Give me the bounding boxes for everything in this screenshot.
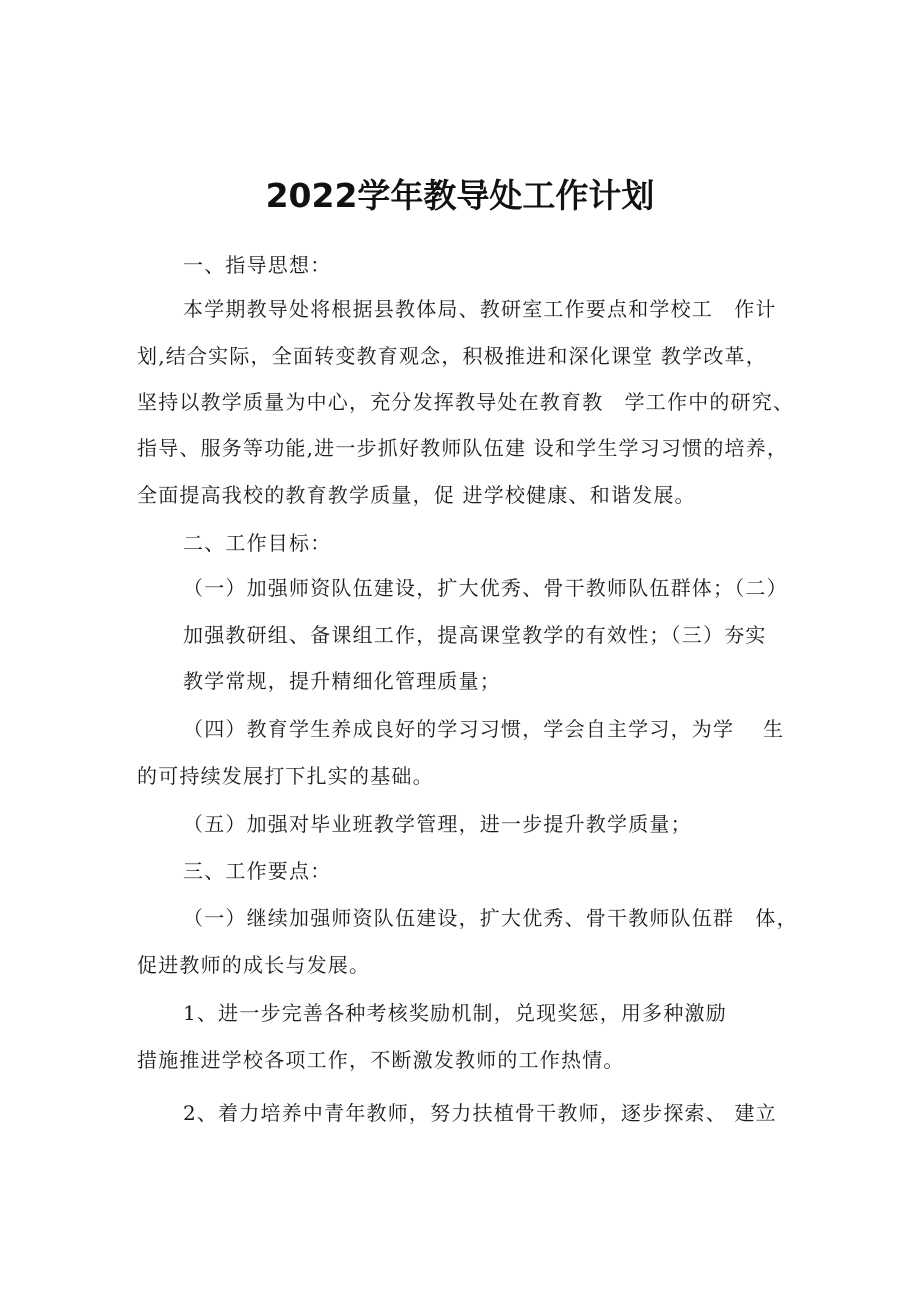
paragraph-line: （一）加强师资队伍建设，扩大优秀、骨干教师队伍群体；（二） bbox=[183, 576, 788, 600]
paragraph-line: 全面提高我校的教育教学质量，促 进学校健康、和谐发展。 bbox=[137, 483, 696, 507]
paragraph-line: 坚持以教学质量为中心，充分发挥教导处在教育教 学工作中的研究、 bbox=[137, 390, 795, 414]
paragraph-line: （一）继续加强师资队伍建设，扩大优秀、骨干教师队伍群 体， bbox=[183, 906, 798, 930]
document-title: 2022学年教导处工作计划 bbox=[265, 176, 655, 215]
heading-work-goals: 二、工作目标： bbox=[183, 531, 332, 555]
paragraph-line: 加强教研组、备课组工作，提高课堂教学的有效性；（三）夯实 bbox=[183, 623, 767, 647]
paragraph-line: 2、着力培养中青年教师，努力扶植骨干教师，逐步探索、 建立 bbox=[183, 1101, 777, 1125]
paragraph-line: 措施推进学校各项工作，不断激发教师的工作热情。 bbox=[137, 1048, 625, 1072]
paragraph-line: （五）加强对毕业班教学管理，进一步提升教学质量； bbox=[183, 812, 692, 836]
heading-work-points: 三、工作要点： bbox=[183, 859, 332, 883]
heading-guiding-ideology: 一、指导思想： bbox=[183, 253, 332, 277]
paragraph-line: 促进教师的成长与发展。 bbox=[137, 953, 371, 977]
paragraph-line: 本学期教导处将根据县教体局、教研室工作要点和学校工 作计 bbox=[183, 297, 777, 321]
paragraph-line: 的可持续发展打下扎实的基础。 bbox=[137, 764, 434, 788]
paragraph-line: 教学常规，提升精细化管理质量； bbox=[183, 669, 501, 693]
paragraph-line: 指导、服务等功能,进一步抓好教师队伍建 设和学生学习习惯的培养， bbox=[137, 436, 789, 460]
paragraph-line: （四）教育学生养成良好的学习习惯，学会自主学习，为学 生 bbox=[183, 717, 785, 741]
paragraph-line: 划,结合实际，全面转变教育观念，积极推进和深化课堂 教学改革， bbox=[137, 344, 767, 368]
paragraph-line: 1、进一步完善各种考核奖励机制，兑现奖惩，用多种激励 bbox=[183, 1001, 727, 1025]
